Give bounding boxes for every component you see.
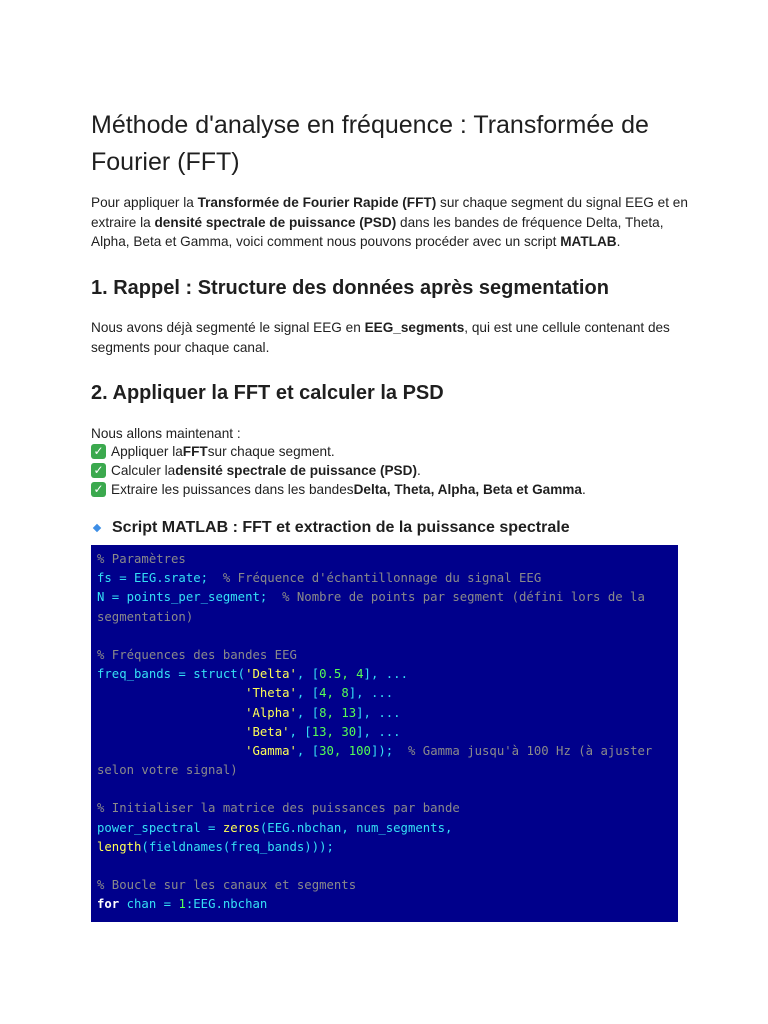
code-punct: ], ... <box>348 686 394 701</box>
code-comment: % Fréquences des bandes EEG <box>97 647 297 662</box>
code-line-blank <box>97 627 672 646</box>
code-function: zeros <box>222 820 260 835</box>
code-comment: % Nombre de points par segment (défini lors de la <box>282 590 645 605</box>
code-comment: % Gamma jusqu'à 100 Hz (à ajuster <box>407 743 653 758</box>
code-punct: ], ... <box>356 705 401 720</box>
code-punct: , [ <box>289 724 312 739</box>
code-number: 30, 100 <box>319 743 371 758</box>
checklist-text-1: Appliquer la <box>111 444 183 459</box>
code-punct: ]); <box>370 743 394 758</box>
code-line <box>97 646 672 665</box>
section-1-text-1: Nous avons déjà segmenté le signal EEG en <box>91 320 365 335</box>
code-punct: , [ <box>296 667 320 682</box>
code-line <box>97 665 672 684</box>
section-1-paragraph <box>91 318 691 357</box>
checklist-text-2: . <box>581 482 586 497</box>
code-comment: % Boucle sur les canaux et segments <box>97 878 357 893</box>
checklist-item <box>91 442 586 461</box>
code-number: 0.5, 4 <box>319 667 364 682</box>
intro-bold-psd: densité spectrale de puissance (PSD) <box>154 214 397 230</box>
checklist-item <box>91 461 586 480</box>
code-punct: ], ... <box>356 724 401 739</box>
check-mark-icon: ✓ <box>91 482 106 497</box>
code-args: (EEG.nbchan, num_segments, <box>259 820 453 835</box>
checklist <box>91 442 586 499</box>
code-number: 8, 13 <box>319 705 357 720</box>
check-mark-icon: ✓ <box>91 463 106 478</box>
code-line <box>97 742 672 761</box>
code-comment: segmentation) <box>97 609 194 624</box>
checklist-text-2: . <box>416 463 421 478</box>
code-line-blank <box>97 857 672 876</box>
code-string: 'Alpha' <box>245 705 297 720</box>
code-identifier: power_spectral = <box>97 820 223 835</box>
code-line <box>97 819 672 838</box>
intro-text-2: sur chaque segment du signal EEG et en extraire la <box>91 195 688 230</box>
intro-bold-matlab: MATLAB <box>560 234 617 249</box>
code-comment: % Initialiser la matrice des puissances par bande <box>97 801 460 816</box>
code-line <box>97 876 672 895</box>
intro-paragraph <box>91 193 691 252</box>
code-number: 13, 30 <box>311 724 357 739</box>
section-2-lead: Nous allons maintenant : <box>91 426 241 441</box>
code-identifier: :EEG.nbchan <box>185 897 268 912</box>
code-line <box>97 588 672 607</box>
intro-text-3: dans les bandes de fréquence Delta, Theta, Alpha, Beta et Gamma, voici comment nous pouvons procéder avec un script <box>91 214 664 249</box>
code-line-blank <box>97 780 672 799</box>
code-identifier: chan = <box>119 897 179 912</box>
code-string: 'Beta' <box>245 724 290 739</box>
code-statement: N = points_per_segment; <box>97 590 268 605</box>
code-string: 'Delta' <box>245 667 297 682</box>
checklist-bold: densité spectrale de puissance (PSD) <box>175 463 417 478</box>
code-comment: % Fréquence d'échantillonnage du signal EEG <box>222 571 542 586</box>
code-number: 4, 8 <box>319 686 349 701</box>
checklist-text-1: Extraire les puissances dans les bandes <box>111 482 354 497</box>
code-comment: % Paramètres <box>97 552 186 566</box>
code-punct: , [ <box>296 705 320 720</box>
code-line <box>97 608 672 627</box>
checklist-text-2: sur chaque segment. <box>207 444 335 459</box>
code-line <box>97 684 672 703</box>
code-line <box>97 838 672 857</box>
code-comment: selon votre signal) <box>97 763 238 778</box>
code-statement: fs = EEG.srate; <box>97 571 209 586</box>
checklist-bold: Delta, Theta, Alpha, Beta et Gamma <box>353 482 582 497</box>
section-1-bold: EEG_segments <box>364 320 465 335</box>
code-line <box>97 704 672 723</box>
code-punct: , [ <box>296 686 320 701</box>
checklist-item <box>91 480 586 499</box>
checklist-bold: FFT <box>182 444 208 459</box>
intro-text-4: . <box>616 234 621 249</box>
code-line <box>97 550 672 569</box>
blue-diamond-icon <box>93 524 101 532</box>
code-block[interactable] <box>91 545 678 922</box>
code-line <box>97 723 672 742</box>
check-mark-icon: ✓ <box>91 444 106 459</box>
section-2-heading: 2. Appliquer la FFT et calculer la PSD <box>91 382 444 404</box>
script-heading <box>91 517 570 539</box>
code-punct: ], ... <box>363 667 408 682</box>
code-punct: , [ <box>296 743 320 758</box>
section-1-heading: 1. Rappel : Structure des données après segmentation <box>91 277 609 299</box>
code-function: struct( <box>193 667 246 682</box>
script-heading-text: Script MATLAB : FFT et extraction de la puissance spectrale <box>112 519 570 536</box>
checklist-text-1: Calculer la <box>111 463 176 478</box>
code-line <box>97 569 672 588</box>
code-function: length <box>97 839 142 854</box>
code-line <box>97 895 672 914</box>
section-1-text-2: , qui est une cellule contenant des segments pour chaque canal. <box>91 320 670 355</box>
intro-bold-fft: Transformée de Fourier Rapide (FFT) <box>197 195 437 210</box>
code-line <box>97 761 672 780</box>
code-string: 'Theta' <box>245 686 297 701</box>
code-keyword: for <box>97 897 120 912</box>
code-line <box>97 799 672 818</box>
code-args: (fieldnames(freq_bands))); <box>141 839 334 854</box>
code-identifier: freq_bands = <box>97 667 194 682</box>
code-number: 1 <box>178 897 186 912</box>
page-title: Méthode d'analyse en fréquence : Transformée de Fourier (FFT) <box>91 111 649 176</box>
intro-text-1: Pour appliquer la <box>91 195 198 210</box>
code-string: 'Gamma' <box>245 743 297 758</box>
